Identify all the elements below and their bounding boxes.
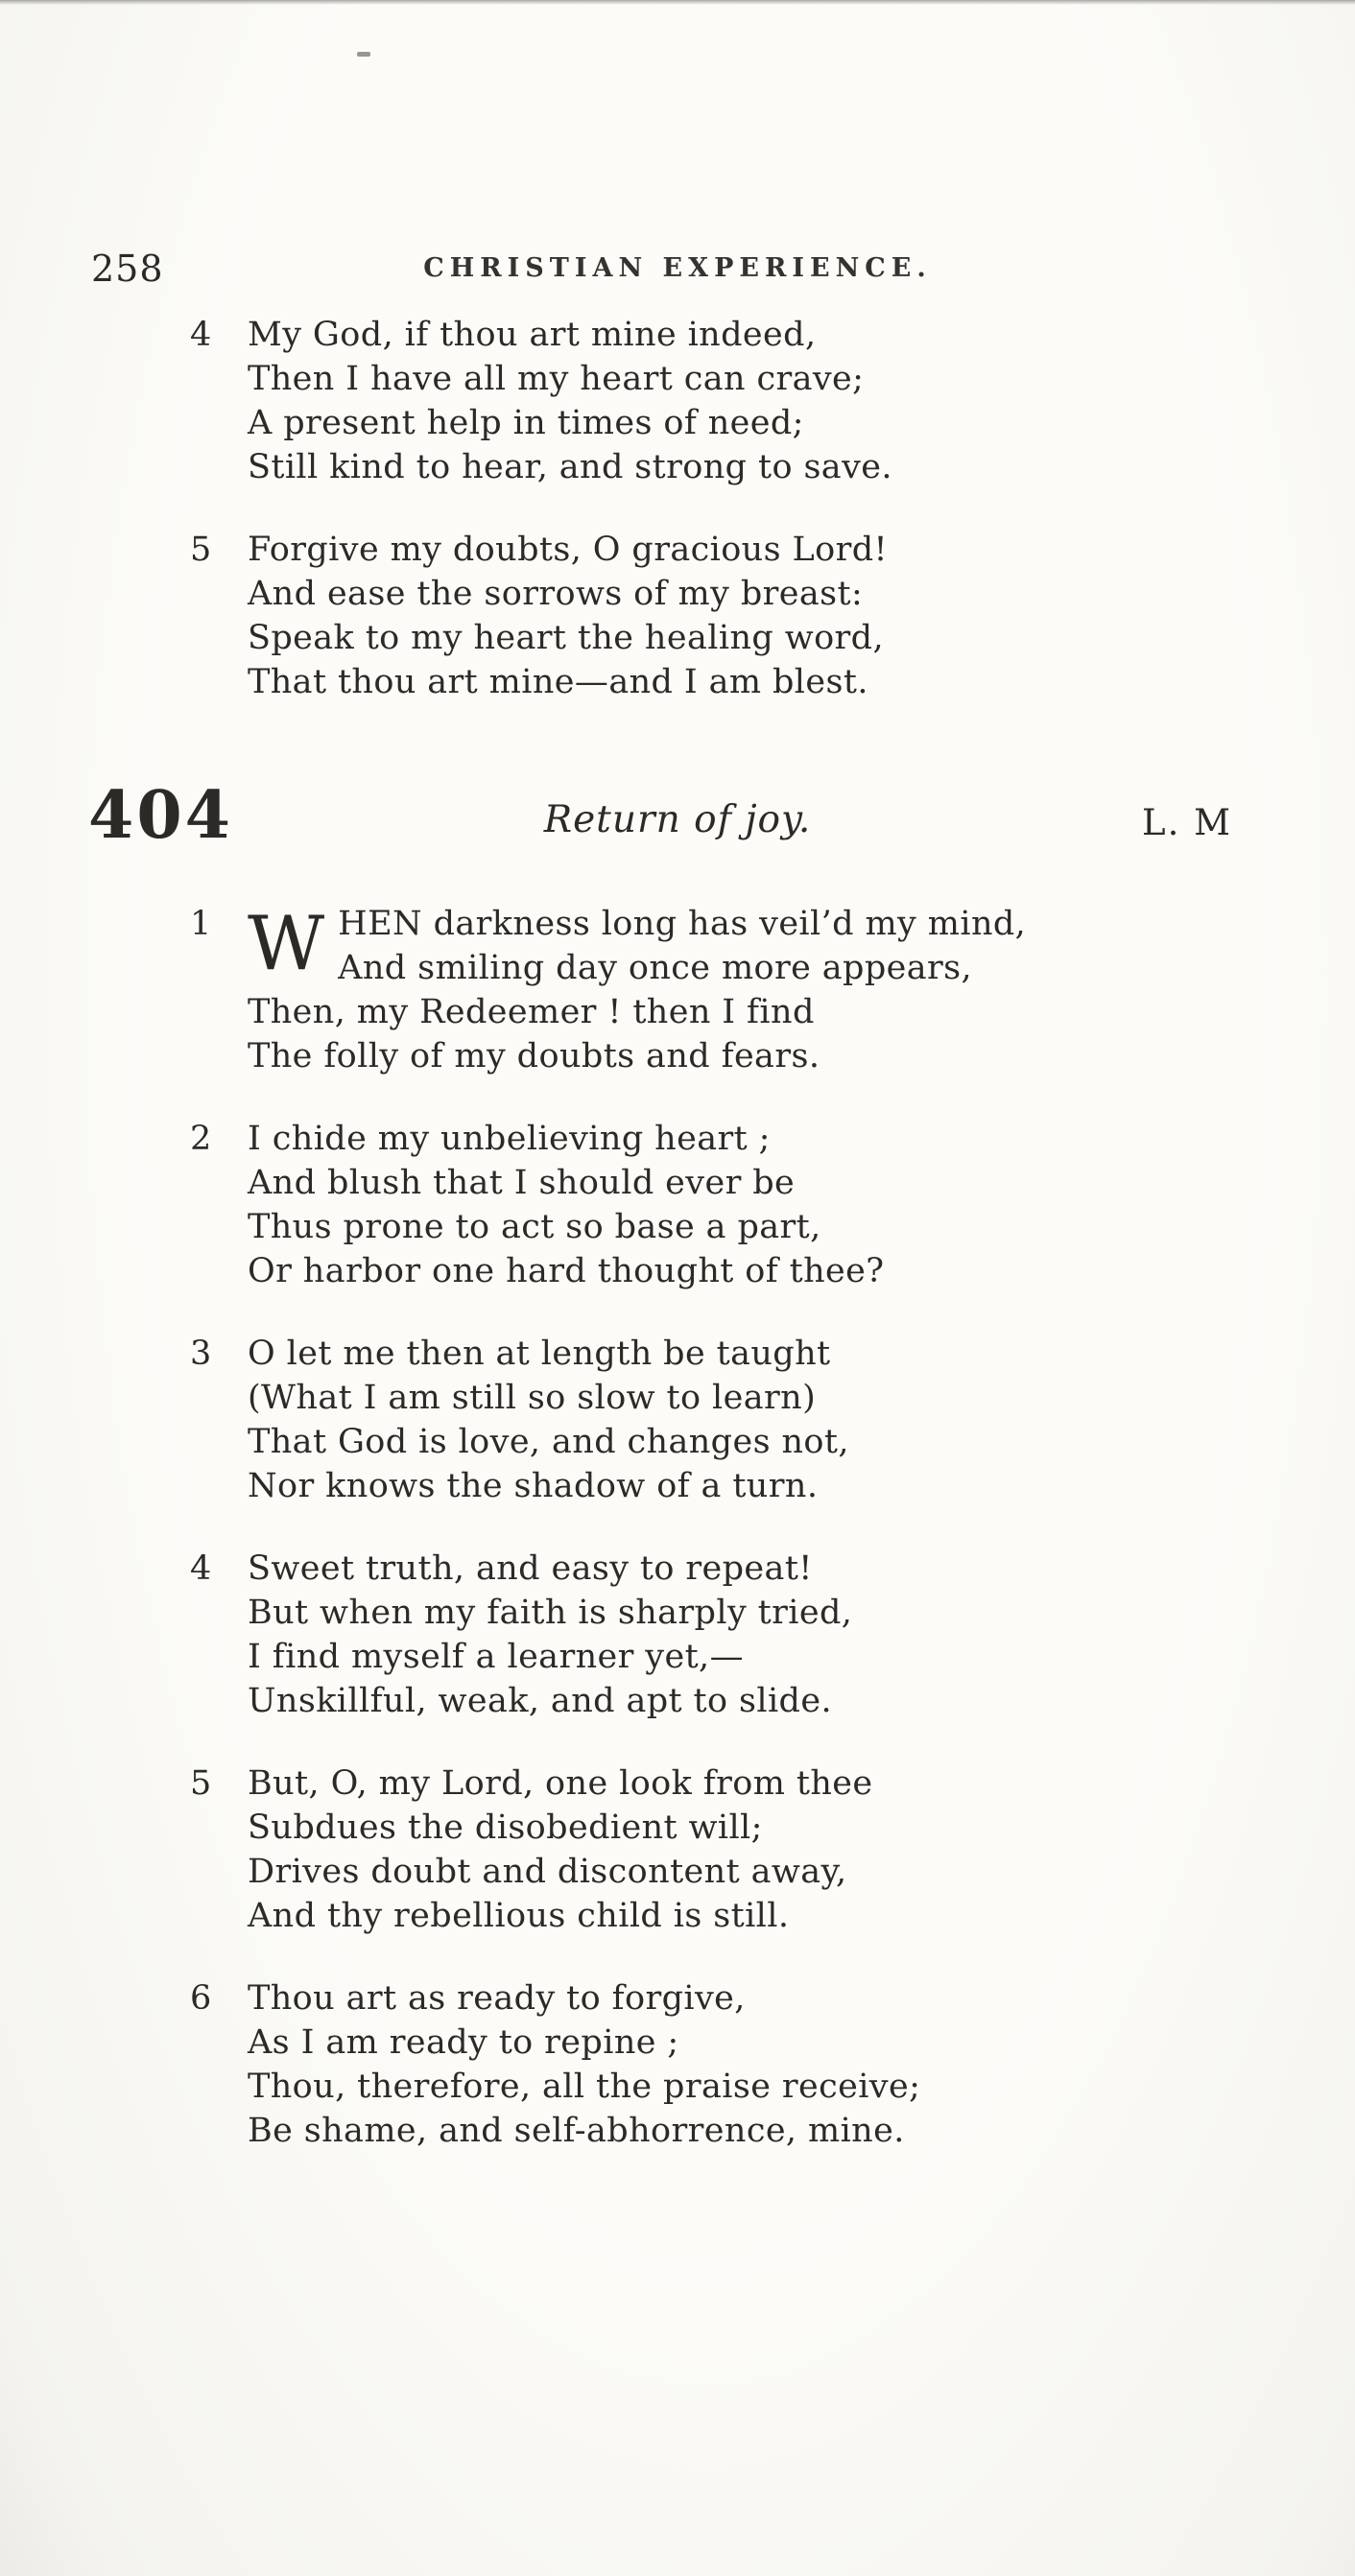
verse-line: Forgive my doubts, O gracious Lord! xyxy=(248,531,889,569)
verse xyxy=(190,902,1355,1078)
verse-line: Thou, therefore, all the praise receive; xyxy=(248,2068,921,2106)
hymn-verses xyxy=(0,902,1355,2191)
verse-lines xyxy=(248,528,888,704)
verse-line: Speak to my heart the healing word, xyxy=(248,619,885,657)
verse-line: That God is love, and changes not, xyxy=(248,1423,849,1461)
verse-number: 4 xyxy=(190,1549,212,1588)
verse-line: I chide my unbelieving heart ; xyxy=(248,1120,771,1158)
verse-lines xyxy=(248,1117,884,1293)
verse-line: And blush that I should ever be xyxy=(248,1164,796,1202)
hymn-title: Return of joy. xyxy=(543,798,812,841)
verse-line: Or harbor one hard thought of thee? xyxy=(248,1252,885,1290)
verse-line: Then, my Redeemer ! then I find xyxy=(248,993,815,1031)
verse xyxy=(190,528,1355,704)
verse-line: And thy rebellious child is still. xyxy=(248,1897,790,1935)
verse-number: 5 xyxy=(190,531,212,569)
verse-number: 5 xyxy=(190,1764,212,1803)
running-header: CHRISTIAN EXPERIENCE. xyxy=(423,253,932,283)
scan-edge-shadow xyxy=(0,0,1355,5)
verse-line: Thus prone to act so base a part, xyxy=(248,1208,821,1246)
verse xyxy=(190,1761,1355,1938)
verse-line: My God, if thou art mine indeed, xyxy=(248,316,817,354)
hymn-heading xyxy=(0,768,1355,873)
hymn-number: 404 xyxy=(88,777,233,854)
verse-number: 3 xyxy=(190,1335,212,1373)
verse-line: Drives doubt and discontent away, xyxy=(248,1853,847,1891)
verse xyxy=(190,1547,1355,1723)
verse-line: A present help in times of need; xyxy=(248,404,804,442)
scan-speck xyxy=(357,52,370,57)
verse xyxy=(190,1332,1355,1508)
verse-line: Then I have all my heart can crave; xyxy=(248,360,865,398)
verse-lines xyxy=(248,1332,849,1508)
verse-line: Still kind to hear, and strong to save. xyxy=(248,448,892,486)
verse-line: HEN darkness long has veil’d my mind, xyxy=(338,905,1027,943)
verse-line: As I am ready to repine ; xyxy=(248,2023,679,2062)
verse-line: But, O, my Lord, one look from thee xyxy=(248,1764,873,1803)
verse-line: But when my faith is sharply tried, xyxy=(248,1594,853,1632)
verse xyxy=(190,313,1355,489)
verse-line: And smiling day once more appears, xyxy=(338,949,973,987)
page-number: 258 xyxy=(91,248,164,290)
continuation-verses xyxy=(0,313,1355,743)
verse-line: I find myself a learner yet,— xyxy=(248,1638,744,1676)
verse-number: 2 xyxy=(190,1120,212,1158)
verse-line: Thou art as ready to forgive, xyxy=(248,1979,746,2018)
hymn-meter: L. M xyxy=(1142,802,1232,843)
verse-line: Be shame, and self-abhorrence, mine. xyxy=(248,2112,905,2150)
verse xyxy=(190,1976,1355,2153)
verse-line: Sweet truth, and easy to repeat! xyxy=(248,1549,813,1588)
verse-line: That thou art mine—and I am blest. xyxy=(248,663,868,701)
verse-line: Subdues the disobedient will; xyxy=(248,1808,763,1847)
verse-lines xyxy=(248,1547,852,1723)
verse-number: 1 xyxy=(190,905,212,943)
verse-lines xyxy=(248,313,892,489)
verse-lines xyxy=(248,1976,920,2153)
verse-number: 6 xyxy=(190,1979,212,2018)
verse xyxy=(190,1117,1355,1293)
verse-line: O let me then at length be taught xyxy=(248,1335,831,1373)
verse-line: And ease the sorrows of my breast: xyxy=(248,575,864,613)
dropcap-letter: W xyxy=(248,901,325,987)
verse-number: 4 xyxy=(190,316,212,354)
verse-line: (What I am still so slow to learn) xyxy=(248,1379,817,1417)
page-header xyxy=(0,248,1355,294)
verse-lines xyxy=(248,901,1027,1078)
verse-line: Unskillful, weak, and apt to slide. xyxy=(248,1682,832,1720)
verse-lines xyxy=(248,1761,873,1938)
verse-line: Nor knows the shadow of a turn. xyxy=(248,1467,819,1505)
verse-line: The folly of my doubts and fears. xyxy=(248,1037,820,1075)
